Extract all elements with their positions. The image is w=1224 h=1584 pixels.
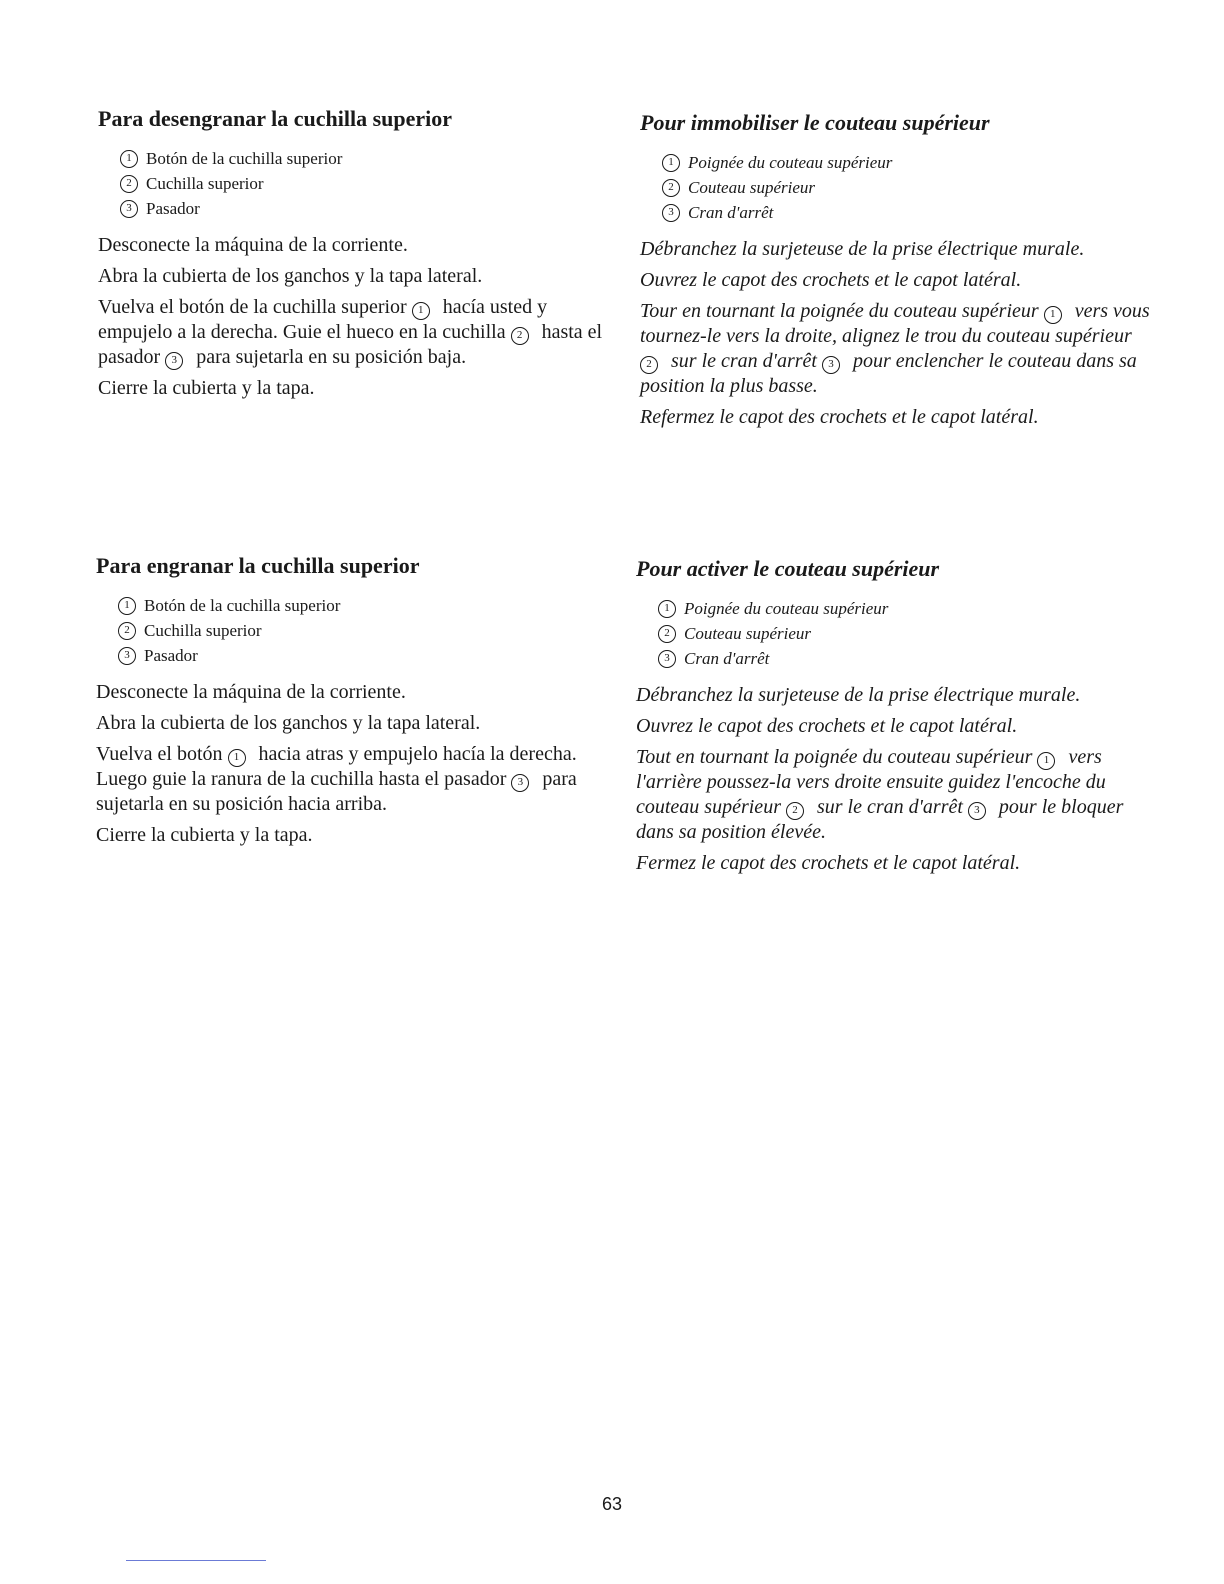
legend-item [118, 593, 601, 618]
instruction-paragraph: Vuelva el botón 1 hacia atras y empujelo hacía la derecha. Luego guie la ranura de la cuchilla hasta el pasador 3 para sujetarla en su posición hacia arriba. [96, 743, 577, 815]
legend-label: Botón de la cuchilla superior [144, 596, 341, 615]
legend-engage-es [118, 593, 601, 668]
section-engage-fr [636, 556, 1151, 876]
circled-number-icon: 3 [662, 204, 680, 222]
legend-label: Couteau supérieur [684, 624, 812, 643]
instruction-paragraph: Desconecte la máquina de la corriente. [98, 234, 408, 256]
instruction-paragraph: Ouvrez le capot des crochets et le capot latéral. [640, 269, 1022, 291]
circled-number-icon: 1 [662, 154, 680, 172]
instruction-paragraph: Tour en tournant la poignée du couteau supérieur 1 vers vous tournez-le vers la droite, alignez le trou du couteau supérieur 2 sur le cran d'arrêt 3 pour enclencher le couteau dans sa position la plus basse. [640, 300, 1150, 397]
instruction-paragraph: Abra la cubierta de los ganchos y la tapa lateral. [98, 265, 483, 287]
circled-number-icon: 3 [118, 647, 136, 665]
legend-item [118, 643, 601, 668]
circled-number-icon: 2 [658, 625, 676, 643]
instruction-paragraph: Cierre la cubierta y la tapa. [98, 377, 315, 399]
circled-number-icon: 3 [658, 650, 676, 668]
legend-label: Cran d'arrêt [684, 649, 770, 668]
legend-label: Cran d'arrêt [688, 203, 774, 222]
legend-item [658, 596, 1151, 621]
instruction-paragraph: Refermez le capot des crochets et le capot latéral. [640, 406, 1039, 428]
legend-label: Pasador [146, 199, 200, 218]
heading-engage-fr: Pour activer le couteau supérieur [636, 556, 940, 581]
legend-engage-fr [658, 596, 1151, 671]
legend-item [120, 171, 603, 196]
circled-number-icon: 2 [640, 356, 658, 374]
instruction-paragraph: Fermez le capot des crochets et le capot latéral. [636, 852, 1021, 874]
legend-disengage-es [120, 146, 603, 221]
circled-number-icon: 3 [822, 356, 840, 374]
circled-number-icon: 1 [412, 302, 430, 320]
instruction-paragraph: Débranchez la surjeteuse de la prise électrique murale. [636, 684, 1081, 706]
legend-label: Cuchilla superior [144, 621, 262, 640]
instruction-paragraph: Abra la cubierta de los ganchos y la tapa lateral. [96, 712, 481, 734]
circled-number-icon: 1 [228, 749, 246, 767]
legend-label: Botón de la cuchilla superior [146, 149, 343, 168]
section-engage-es [96, 553, 601, 848]
legend-item [662, 175, 1150, 200]
instruction-paragraph: Débranchez la surjeteuse de la prise électrique murale. [640, 238, 1085, 260]
instruction-paragraph: Cierre la cubierta y la tapa. [96, 824, 313, 846]
circled-number-icon: 2 [118, 622, 136, 640]
legend-item [662, 150, 1150, 175]
legend-item [120, 196, 603, 221]
legend-item [658, 621, 1151, 646]
circled-number-icon: 1 [120, 150, 138, 168]
circled-number-icon: 2 [662, 179, 680, 197]
circled-number-icon: 2 [786, 802, 804, 820]
circled-number-icon: 2 [120, 175, 138, 193]
circled-number-icon: 1 [1037, 752, 1055, 770]
legend-item [662, 200, 1150, 225]
circled-number-icon: 2 [511, 327, 529, 345]
heading-disengage-es: Para desengranar la cuchilla superior [98, 106, 453, 131]
circled-number-icon: 3 [165, 352, 183, 370]
section-disengage-fr [640, 110, 1150, 430]
legend-label: Couteau supérieur [688, 178, 816, 197]
circled-number-icon: 3 [120, 200, 138, 218]
heading-engage-es: Para engranar la cuchilla superior [96, 553, 420, 578]
legend-label: Poignée du couteau supérieur [684, 599, 889, 618]
circled-number-icon: 1 [1044, 306, 1062, 324]
legend-item [120, 146, 603, 171]
legend-label: Pasador [144, 646, 198, 665]
instruction-paragraph: Vuelva el botón de la cuchilla superior 1 hacía usted y empujelo a la derecha. Guie el hueco en la cuchilla 2 hasta el pasador 3 para sujetarla en su posición baja. [98, 296, 603, 368]
page-number: 63 [601, 1494, 623, 1514]
legend-item [118, 618, 601, 643]
circled-number-icon: 3 [511, 774, 529, 792]
circled-number-icon: 1 [118, 597, 136, 615]
circled-number-icon: 3 [968, 802, 986, 820]
legend-item [658, 646, 1151, 671]
section-disengage-es [98, 106, 603, 401]
instruction-paragraph: Tout en tournant la poignée du couteau supérieur 1 vers l'arrière poussez-la vers droite ensuite guidez l'encoche du couteau supérieur 2 sur le cran d'arrêt 3 pour le bloquer dans sa position élevée. [636, 746, 1124, 843]
legend-label: Cuchilla superior [146, 174, 264, 193]
instruction-paragraph: Desconecte la máquina de la corriente. [96, 681, 406, 703]
circled-number-icon: 1 [658, 600, 676, 618]
instruction-paragraph: Ouvrez le capot des crochets et le capot latéral. [636, 715, 1018, 737]
legend-disengage-fr [662, 150, 1150, 225]
footer-rule [126, 1560, 266, 1561]
legend-label: Poignée du couteau supérieur [688, 153, 893, 172]
heading-disengage-fr: Pour immobiliser le couteau supérieur [640, 110, 990, 135]
